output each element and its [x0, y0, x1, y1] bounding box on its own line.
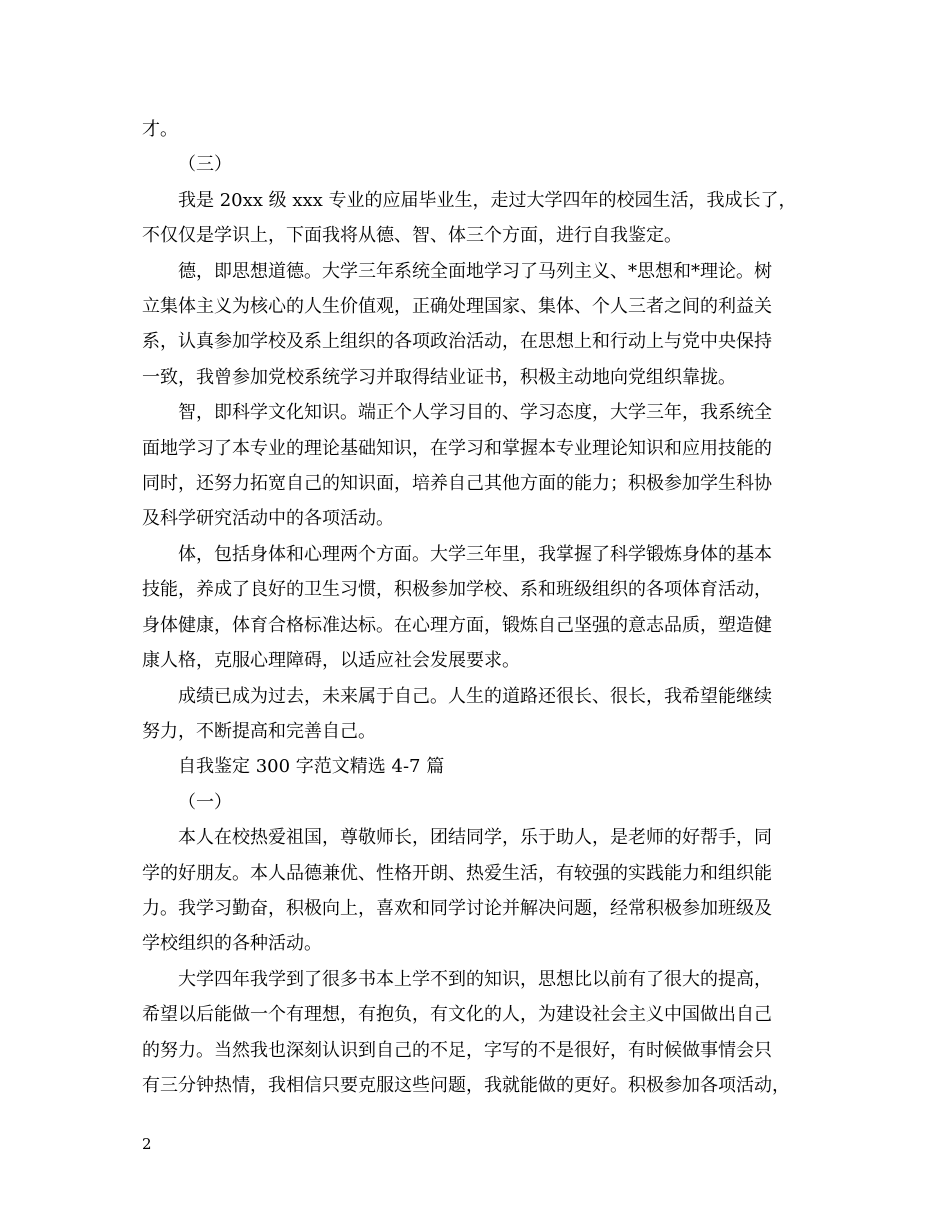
- text-line: 学校组织的各种活动。: [142, 933, 322, 954]
- text-line: 不仅仅是学识上，下面我将从德、智、体三个方面，进行自我鉴定。: [142, 225, 682, 246]
- text-line: 成绩已成为过去，未来属于自己。人生的道路还很长、很长，我希望能继续: [178, 686, 772, 707]
- text-line: 及科学研究活动中的各项活动。: [142, 508, 394, 529]
- text-line: 体，包括身体和心理两个方面。大学三年里，我掌握了科学锻炼身体的基本: [178, 544, 772, 565]
- text-line: 技能，养成了良好的卫生习惯，积极参加学校、系和班级组织的各项体育活动，: [142, 579, 772, 600]
- text-line: 希望以后能做一个有理想，有抱负，有文化的人，为建设社会主义中国做出自己: [142, 1004, 772, 1025]
- section-heading: （一）: [178, 792, 232, 813]
- text-line: 康人格，克服心理障碍，以适应社会发展要求。: [142, 650, 520, 671]
- text-line: 立集体主义为核心的人生价值观，正确处理国家、集体、个人三者之间的利益关: [142, 296, 772, 317]
- text-line: 智，即科学文化知识。端正个人学习目的、学习态度，大学三年，我系统全: [178, 402, 772, 423]
- text-line: 德，即思想道德。大学三年系统全面地学习了马列主义、*思想和*理论。树: [178, 261, 772, 282]
- text-line: 系，认真参加学校及系上组织的各项政治活动，在思想上和行动上与党中央保持: [142, 331, 772, 352]
- text-line: 一致，我曾参加党校系统学习并取得结业证书，积极主动地向党组织靠拢。: [142, 367, 736, 388]
- text-line: 力。我学习勤奋，积极向上，喜欢和同学讨论并解决问题，经常积极参加班级及: [142, 898, 772, 919]
- text-line: 身体健康，体育合格标准达标。在心理方面，锻炼自己坚强的意志品质，塑造健: [142, 615, 772, 636]
- text-line: 努力，不断提高和完善自己。: [142, 721, 376, 742]
- text-line: 面地学习了本专业的理论基础知识，在学习和掌握本专业理论知识和应用技能的: [142, 438, 772, 459]
- section-title: 自我鉴定 300 字范文精选 4-7 篇: [178, 756, 445, 777]
- text-line: 我是 20xx 级 xxx 专业的应届毕业生，走过大学四年的校园生活，我成长了，: [178, 190, 797, 211]
- text-line: 本人在校热爱祖国，尊敬师长，团结同学，乐于助人，是老师的好帮手，同: [178, 827, 772, 848]
- section-heading: （三）: [178, 154, 232, 175]
- text-line: 有三分钟热情，我相信只要克服这些问题，我就能做的更好。积极参加各项活动，: [142, 1075, 790, 1096]
- text-line: 的努力。当然我也深刻认识到自己的不足，字写的不是很好，有时候做事情会只: [142, 1040, 772, 1061]
- text-line: 学的好朋友。本人品德兼优、性格开朗、热爱生活，有较强的实践能力和组织能: [142, 863, 772, 884]
- text-line: 才。: [142, 119, 178, 140]
- text-line: 同时，还努力拓宽自己的知识面，培养自己其他方面的能力；积极参加学生科协: [142, 473, 772, 494]
- text-line: 大学四年我学到了很多书本上学不到的知识，思想比以前有了很大的提高，: [178, 969, 772, 990]
- page-number: 2: [142, 1135, 152, 1153]
